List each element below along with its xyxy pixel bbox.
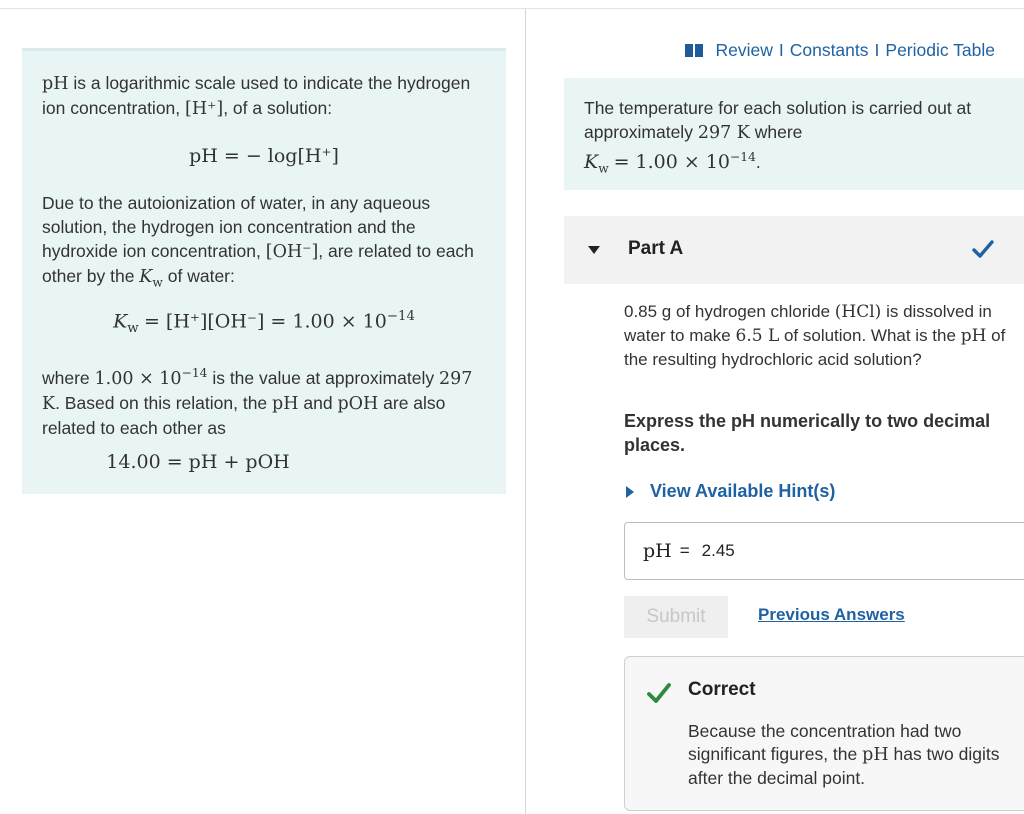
- ph-symbol: pH: [42, 74, 69, 94]
- equation-ph: pH = − log[H⁺]: [189, 145, 339, 167]
- answer-value[interactable]: 2.45: [701, 541, 735, 560]
- equation-ph-poh: 14.00 = pH + pOH: [106, 451, 290, 473]
- feedback-text-1: Because the concentration had two significant figures, the: [688, 721, 962, 764]
- intro-paragraph-3: [42, 361, 492, 440]
- volume-value: 6.5 L: [735, 326, 780, 346]
- temp-text-1: The temperature for each solution is carried out at approximately: [584, 98, 972, 142]
- kw-subscript: w: [152, 275, 163, 290]
- ph-symbol: pH: [272, 393, 299, 414]
- answer-equals: =: [679, 541, 690, 560]
- answer-instruction: Express the pH numerically to two decimal places.: [624, 411, 991, 455]
- kw-exponent: −14: [730, 150, 756, 164]
- previous-answers-link[interactable]: Previous Answers: [758, 605, 905, 624]
- feedback-text-2: has two digits after the decimal point.: [688, 744, 1000, 788]
- kw-symbol: K: [584, 150, 599, 173]
- intro-paragraph-2: [42, 191, 492, 295]
- review-link[interactable]: Review: [715, 40, 773, 60]
- oh-ion-symbol: [OH⁻]: [265, 242, 319, 262]
- hcl-formula: (HCl): [834, 302, 882, 322]
- temperature-value: 297 K: [697, 123, 750, 143]
- intro-p3-and: and: [303, 392, 333, 413]
- kw-symbol: K: [113, 310, 128, 333]
- question-p5: of the resulting hydrochloric acid solution?: [624, 326, 1006, 369]
- question-p3: is dissolved in water to make: [624, 302, 992, 345]
- kw-subscript: w: [598, 161, 609, 176]
- intro-p1-end: , of a solution:: [223, 98, 333, 118]
- kw-equation-body: = [H⁺][OH⁻] = 1.00 × 10: [143, 310, 387, 333]
- intro-p3-start: where: [42, 367, 90, 388]
- intro-p2-tail: of water:: [167, 266, 235, 286]
- intro-p3-rest: . Based on this relation, the: [55, 392, 268, 413]
- periodic-table-link[interactable]: Periodic Table: [885, 40, 995, 60]
- mass-value: 0.85 g: [624, 302, 672, 321]
- pane-divider[interactable]: [525, 9, 526, 814]
- kw-value-exponent: −14: [181, 366, 208, 380]
- temp-text-2: where: [754, 122, 803, 142]
- intro-p2-end: , are related to each other by the: [42, 241, 474, 286]
- kw-equation: = 1.00 × 10: [613, 150, 731, 173]
- feedback-box: [624, 656, 1024, 811]
- submit-button[interactable]: Submit: [624, 596, 728, 638]
- feedback-title: Correct: [688, 679, 756, 700]
- temperature-value: 297 K: [42, 368, 473, 414]
- kw-symbol: K: [139, 267, 153, 287]
- book-icon: [685, 44, 703, 57]
- question-p4: of solution. What is the: [783, 326, 956, 345]
- h-ion-symbol: [H⁺]: [185, 99, 224, 119]
- link-separator: I: [778, 40, 784, 60]
- poh-symbol: pOH: [337, 393, 379, 414]
- question-text: [624, 300, 1019, 372]
- intro-p2-text: Due to the autoionization of water, in any aqueous solution, the hydrogen ion concentration and the hydroxide ion concentration,: [42, 193, 431, 261]
- feedback-text: [688, 720, 1018, 790]
- intro-p3-mid: is the value at approximately: [212, 367, 435, 388]
- kw-subscript: w: [127, 321, 139, 337]
- question-p2: of hydrogen chloride: [676, 302, 831, 321]
- view-hints-link[interactable]: [626, 481, 835, 502]
- part-a-title: Part A: [628, 238, 684, 259]
- temp-period: .: [755, 151, 761, 172]
- ph-symbol: pH: [862, 745, 889, 765]
- intro-p3-end: are also related to each other as: [42, 392, 446, 438]
- intro-p1-text: is a logarithmic scale used to indicate the hydrogen ion concentration,: [42, 73, 471, 118]
- top-border: [0, 8, 1024, 9]
- collapse-caret-icon[interactable]: [588, 246, 600, 254]
- hint-label: View Available Hint(s): [650, 481, 836, 501]
- intro-paragraph-1: [42, 71, 492, 121]
- expand-caret-icon: [626, 486, 634, 498]
- constants-link[interactable]: Constants: [789, 40, 869, 60]
- intro-panel: [22, 48, 506, 494]
- answer-label: pH: [643, 540, 672, 562]
- answer-field[interactable]: [624, 522, 1024, 580]
- temperature-info: [564, 78, 1024, 190]
- link-separator: I: [874, 40, 880, 60]
- equation-kw: [22, 309, 506, 336]
- ph-symbol: pH: [960, 326, 987, 346]
- kw-exponent: −14: [386, 309, 415, 324]
- correct-check-icon: [647, 682, 671, 704]
- checkmark-icon: [972, 238, 994, 260]
- part-a-header[interactable]: [564, 216, 1024, 284]
- kw-value: 1.00 × 10: [94, 368, 182, 389]
- resource-links: [685, 40, 995, 61]
